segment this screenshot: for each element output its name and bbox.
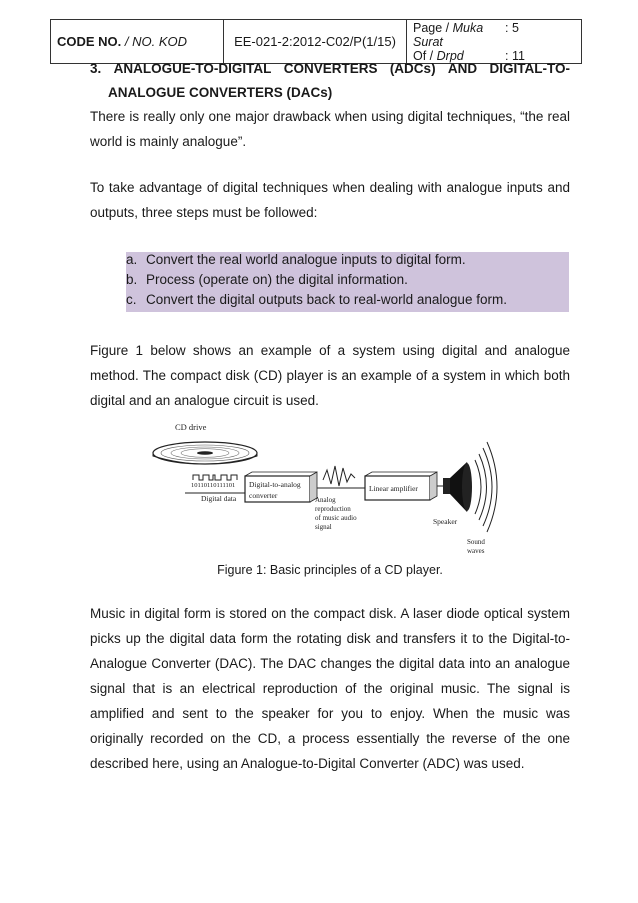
heading-word: CONVERTERS <box>283 61 378 76</box>
list-marker: b. <box>126 272 138 287</box>
list-text: Convert the real world analogue inputs to digital form. <box>146 252 466 267</box>
analog-label-line: signal <box>315 523 332 531</box>
speaker-icon <box>443 462 472 512</box>
analog-label-line: reproduction <box>315 505 351 513</box>
heading-word: DIGITAL-TO- <box>489 61 570 76</box>
of-label-alt: Drpd <box>436 49 464 63</box>
section-heading-line-1 <box>90 57 570 81</box>
page-value: : 5 <box>505 21 519 35</box>
sound-waves-icon <box>475 442 497 532</box>
heading-word: ANALOGUE-TO-DIGITAL <box>113 61 272 76</box>
dac-label-line-2: converter <box>249 491 278 500</box>
cd-player-diagram <box>145 420 505 560</box>
cd-disc-icon <box>153 442 257 464</box>
sound-label-line-1: Sound <box>467 538 485 546</box>
list-marker: c. <box>126 292 137 307</box>
digital-data-label: Digital data <box>201 494 237 503</box>
heading-word: AND <box>447 61 478 76</box>
page-row <box>413 21 575 49</box>
code-label: CODE NO. <box>57 34 122 49</box>
speaker-label: Speaker <box>433 517 458 526</box>
paragraph-cd-explanation: Music in digital form is stored on the compact disk. A laser diode optical system picks up the digital data form the rotating disk and transfers it to the Digital-to-Analogue Converter (DAC). The DAC changes the digital data into an analogue signal that is an electrical reproduction of the original music. The signal is amplified and sent to the speaker for you to enjoy. When the music was originally recorded on the CD, a process essentially the reverse of the one described here, using an Analogue-to-Digital Converter (ADC) was used. <box>90 606 570 771</box>
of-label: Of / <box>413 49 434 63</box>
cd-player-figure <box>145 420 505 560</box>
list-item <box>126 270 569 290</box>
sound-label-line-2: waves <box>467 547 485 555</box>
list-text: Convert the digital outputs back to real-world analogue form. <box>146 292 507 307</box>
paragraph-drawback: There is really only one major drawback when using digital techniques, “the real world is mainly analogue”. <box>90 109 570 149</box>
list-item <box>126 290 569 310</box>
heading-word: (ADCs) <box>389 61 436 76</box>
page-label: Page / <box>413 21 450 35</box>
of-value: : 11 <box>505 49 525 63</box>
code-label-alt: / NO. KOD <box>124 34 188 49</box>
section-number: 3. <box>90 61 102 76</box>
analog-label-line: Analog <box>315 496 336 504</box>
code-value: EE-021-2:2012-C02/P(1/15) <box>224 20 407 64</box>
list-item <box>126 250 569 270</box>
steps-list <box>126 250 569 310</box>
list-marker: a. <box>126 252 138 267</box>
amplifier-label: Linear amplifier <box>369 484 418 493</box>
cd-drive-label: CD drive <box>175 422 207 432</box>
list-text: Process (operate on) the digital information. <box>146 272 408 287</box>
analog-label-line: of music audio <box>315 514 357 522</box>
section-heading-line-2: ANALOGUE CONVERTERS (DACs) <box>108 85 333 100</box>
paragraph-steps-intro: To take advantage of digital techniques when dealing with analogue inputs and outputs, three steps must be followed: <box>90 180 570 220</box>
paragraph-figure-intro: Figure 1 below shows an example of a system using digital and analogue method. The compact disk (CD) player is an example of a system in which both digital and an analogue circuit is used. <box>90 343 570 408</box>
bit-stream-label: 10110110111101 <box>191 482 236 489</box>
dac-label-line-1: Digital-to-analog <box>249 480 301 489</box>
page-label-alt: Muka Surat <box>413 21 484 49</box>
section-heading <box>90 57 570 105</box>
digital-pulse-waveform <box>193 475 237 480</box>
analog-waveform <box>323 466 355 486</box>
figure-caption: Figure 1: Basic principles of a CD player. <box>217 563 443 577</box>
